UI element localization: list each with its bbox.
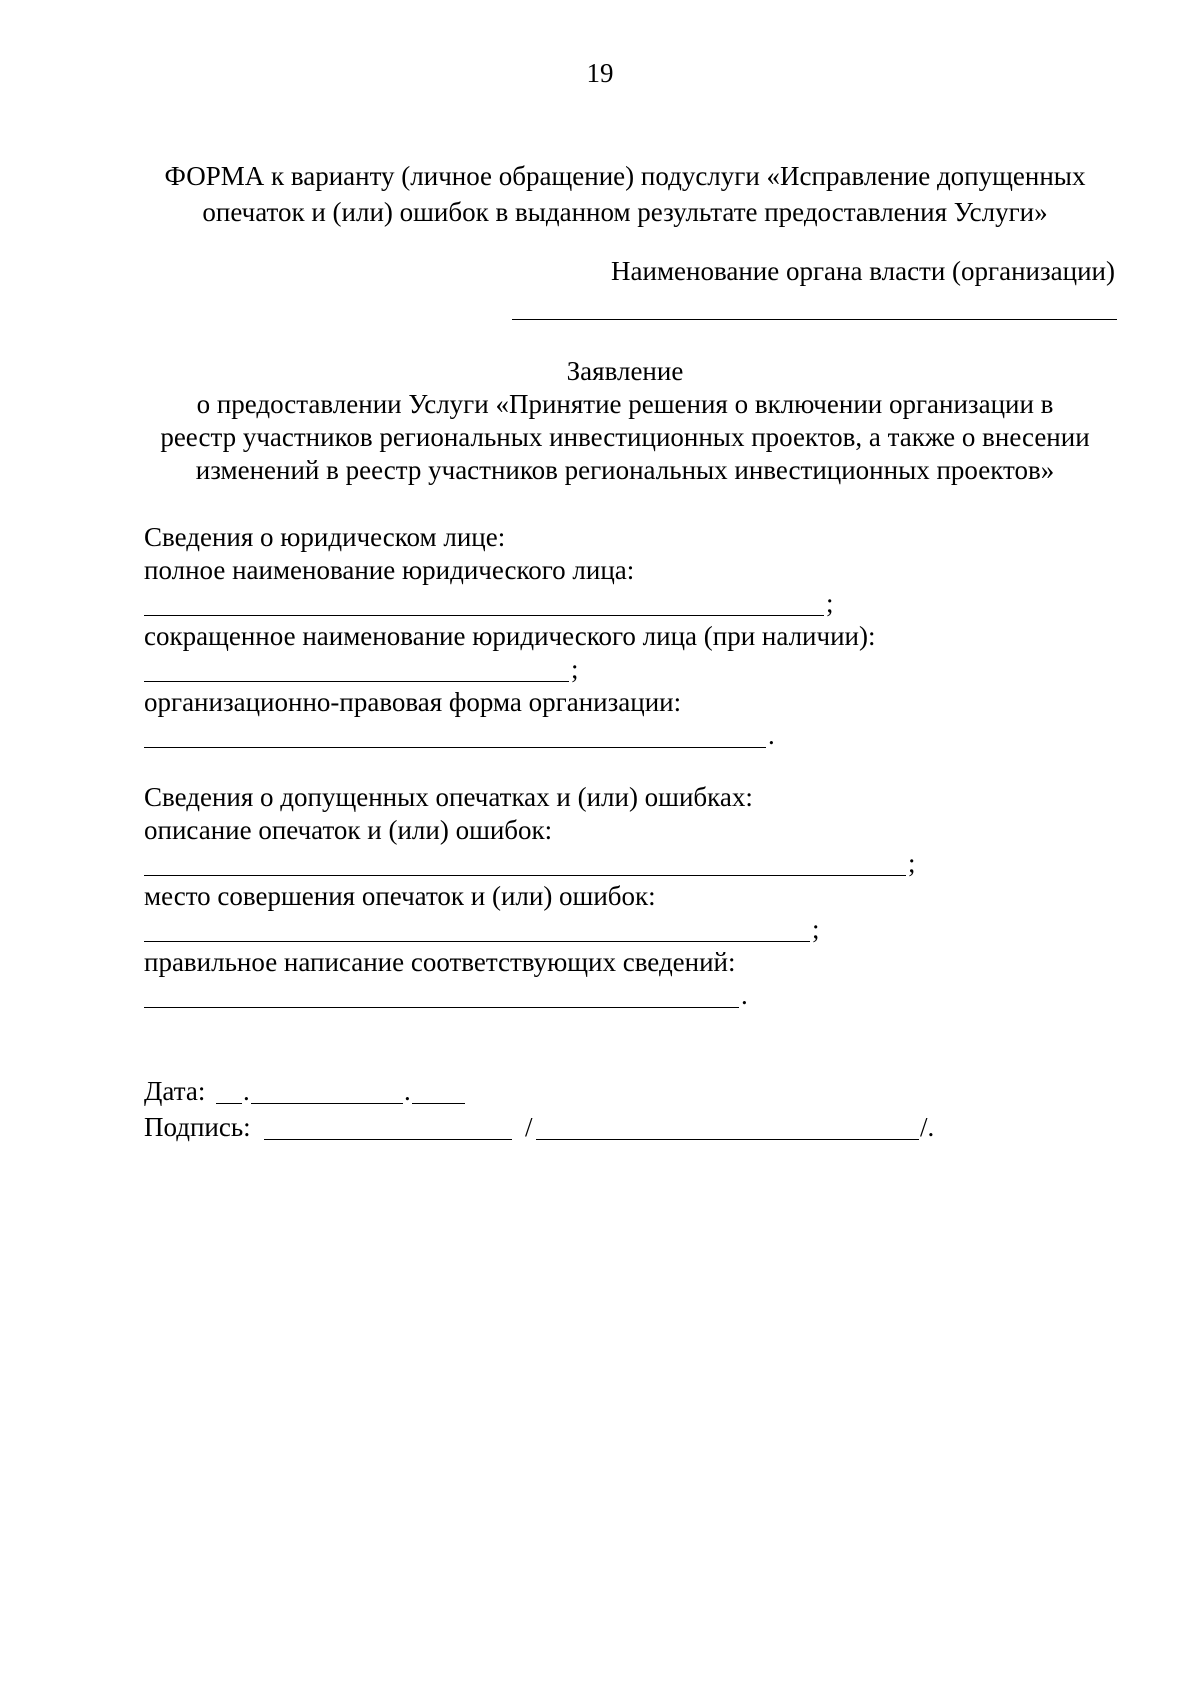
authority-input-line[interactable] [512, 319, 1117, 320]
correct-label: правильное написание соответствующих сведений: [144, 947, 736, 977]
form-title-line-1: ФОРМА к варианту (личное обращение) подуслуги «Исправление допущенных [164, 161, 1086, 191]
full-name-input-line[interactable] [144, 615, 824, 616]
date-separator-2: . [404, 1076, 411, 1106]
description-label: описание опечаток и (или) ошибок: [144, 815, 553, 845]
date-day-input[interactable] [216, 1103, 242, 1104]
signature-end: /. [920, 1112, 935, 1142]
signature-label: Подпись: [144, 1112, 251, 1142]
date-year-input[interactable] [412, 1103, 465, 1104]
short-name-input-line[interactable] [144, 681, 569, 682]
statement-line-2: реестр участников региональных инвестиционных проектов, а также о внесении [160, 422, 1090, 452]
short-name-row [144, 653, 1044, 686]
org-form-label: организационно-правовая форма организации: [144, 687, 682, 717]
full-name-label: полное наименование юридического лица: [144, 555, 635, 585]
location-end: ; [812, 914, 820, 944]
signature-section [144, 1073, 1044, 1145]
location-row [144, 913, 1044, 946]
description-input-line[interactable] [144, 875, 906, 876]
form-title-line-2: опечаток и (или) ошибок в выданном результате предоставления Услуги» [202, 197, 1048, 227]
short-name-label: сокращенное наименование юридического лица (при наличии): [144, 621, 876, 651]
date-label: Дата: [144, 1076, 206, 1106]
signature-input[interactable] [264, 1139, 512, 1140]
org-form-end: . [768, 720, 775, 750]
date-row [144, 1073, 1044, 1109]
signature-name-input[interactable] [536, 1139, 919, 1140]
legal-entity-heading: Сведения о юридическом лице: [144, 522, 506, 552]
description-end: ; [908, 848, 916, 878]
errors-section [144, 781, 1044, 1012]
date-month-input[interactable] [251, 1103, 403, 1104]
signature-row [144, 1109, 1044, 1145]
statement-block [120, 355, 1130, 487]
org-form-row [144, 719, 1044, 752]
full-name-end: ; [826, 588, 834, 618]
form-title [120, 158, 1130, 230]
correct-row [144, 979, 1044, 1012]
correct-end: . [741, 980, 748, 1010]
org-form-input-line[interactable] [144, 747, 766, 748]
signature-separator: / [525, 1112, 533, 1142]
page-number: 19 [586, 58, 614, 88]
authority-label: Наименование органа власти (организации) [611, 256, 1115, 286]
date-separator-1: . [243, 1076, 250, 1106]
full-name-row [144, 587, 1044, 620]
location-label: место совершения опечаток и (или) ошибок: [144, 881, 656, 911]
legal-entity-section [144, 521, 1044, 752]
short-name-end: ; [571, 654, 579, 684]
statement-heading: Заявление [566, 356, 684, 386]
statement-line-3: изменений в реестр участников региональных инвестиционных проектов» [195, 455, 1055, 485]
location-input-line[interactable] [144, 941, 810, 942]
correct-input-line[interactable] [144, 1007, 739, 1008]
errors-heading: Сведения о допущенных опечатках и (или) ошибках: [144, 782, 753, 812]
statement-line-1: о предоставлении Услуги «Принятие решения о включении организации в [196, 389, 1054, 419]
description-row [144, 847, 1044, 880]
